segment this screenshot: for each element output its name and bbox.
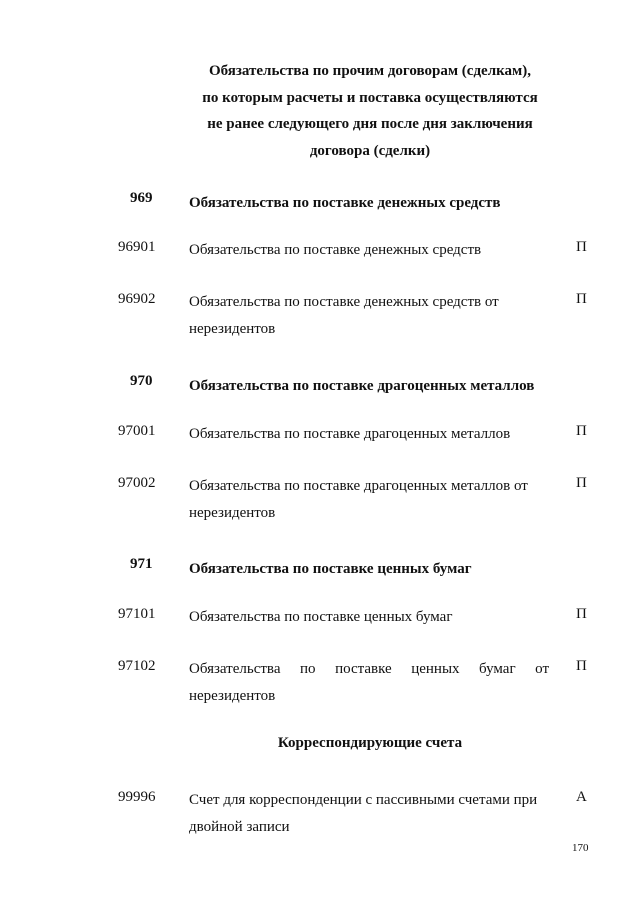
description-line: Обязательства по поставке ценных бумаг [189,609,453,625]
account-description [189,556,569,583]
account-type: П [576,658,587,674]
account-description [189,473,549,527]
heading-line: договора (сделки) [309,142,431,159]
account-code: 99996 [118,789,156,805]
description-line: Обязательства по поставке ценных бумаг [189,561,472,577]
heading-line: Обязательства по прочим договорам (сделкам), [208,63,531,79]
description-line: Обязательства по поставке ценных бумаг от [189,661,549,677]
description-line: нерезидентов [189,505,276,521]
description-line: нерезидентов [189,688,276,704]
account-type: П [576,291,587,307]
account-code: 970 [130,373,153,389]
account-description [189,190,569,217]
description-line: Обязательства по поставке драгоценных металлов [189,426,511,442]
description-line: Обязательства по поставке денежных средств [189,242,482,258]
account-code: 971 [130,556,153,572]
account-type: П [576,239,587,255]
description-line: Обязательства по поставке денежных средств [189,195,501,211]
account-description [189,373,569,400]
account-description [189,289,549,343]
account-type: П [576,475,587,491]
description-line: нерезидентов [189,321,276,337]
account-type: П [576,606,587,622]
description-line: двойной записи [189,819,290,835]
account-code: 97102 [118,658,156,674]
heading-line: по которым расчеты и поставка осуществляются [202,89,538,106]
description-line: Счет для корреспонденции с пассивными счетами при [189,792,538,808]
account-code: 96902 [118,291,156,307]
account-code: 97002 [118,475,156,491]
account-code: 97001 [118,423,156,439]
account-code: 969 [130,190,153,206]
account-description [189,237,549,264]
account-description [189,787,549,841]
document-heading [160,58,580,164]
account-code: 97101 [118,606,156,622]
page-number: 170 [572,842,589,854]
account-type: А [576,789,587,805]
account-description [189,656,549,710]
description-line: Обязательства по поставке денежных средств от [189,294,499,310]
account-description [189,421,549,448]
account-type: П [576,423,587,439]
description-line: Обязательства по поставке драгоценных металлов от [189,478,528,494]
heading-line: не ранее следующего дня после дня заключения [207,116,533,132]
account-description [189,604,549,631]
account-code: 96901 [118,239,156,255]
description-line: Обязательства по поставке драгоценных металлов [189,378,535,394]
section-subheading: Корреспондирующие счета [277,735,463,751]
